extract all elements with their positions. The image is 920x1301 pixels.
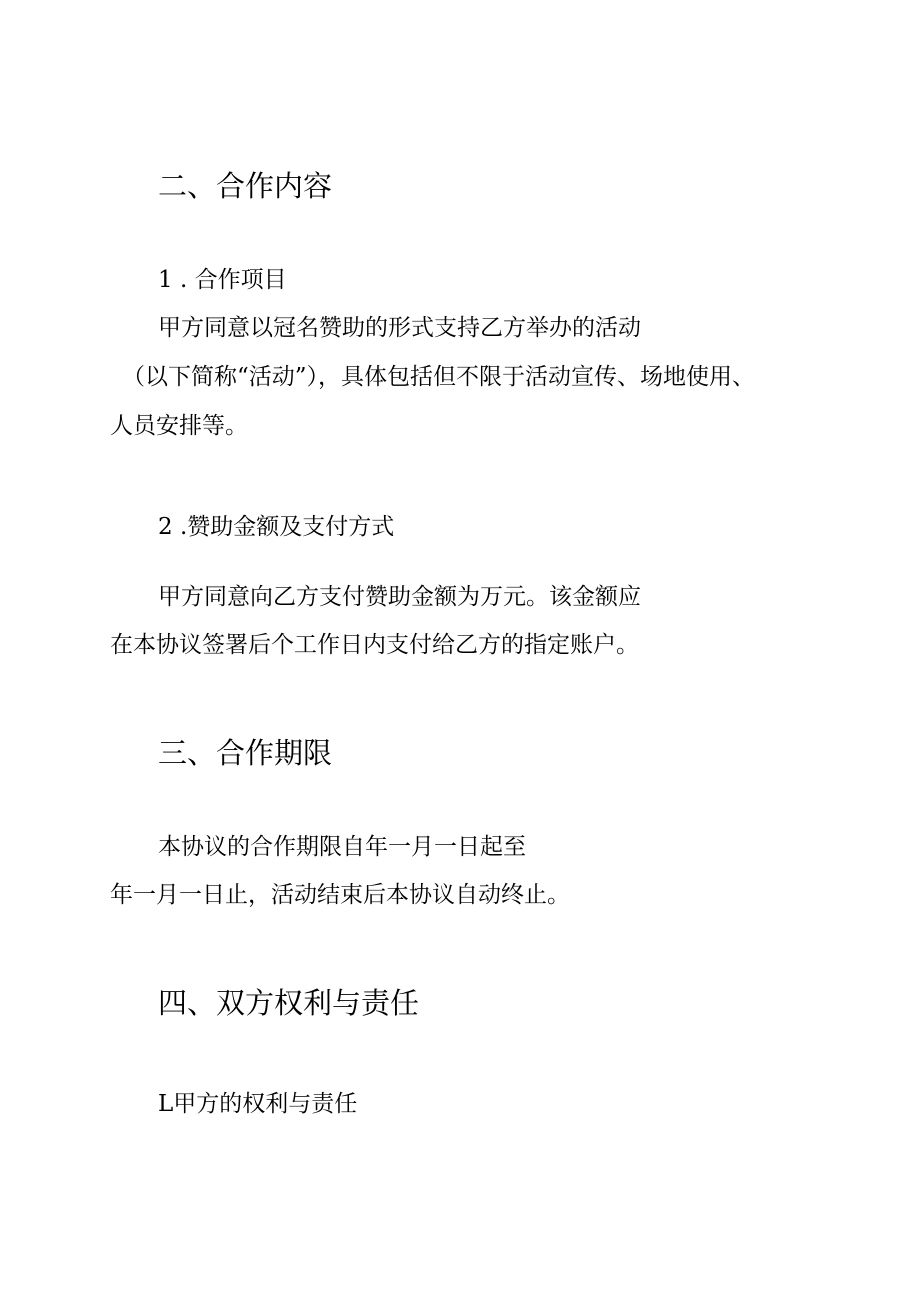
item-title-party-a-rights: L甲方的权利与责任 bbox=[158, 1091, 358, 1117]
paragraph-line: 人员安排等。 bbox=[110, 413, 248, 439]
paragraph-line: 本协议的合作期限自年一月一日起至 bbox=[158, 834, 526, 860]
section-heading-cooperation-content: 二、合作内容 bbox=[158, 169, 333, 203]
section-heading-cooperation-term: 三、合作期限 bbox=[158, 736, 333, 770]
paragraph-line: 甲方同意以冠名赞助的形式支持乙方举办的活动 bbox=[158, 315, 641, 341]
item-title-sponsorship-amount: 2 .赞助金额及支付方式 bbox=[158, 514, 395, 540]
paragraph-line: 年一月一日止，活动结束后本协议自动终止。 bbox=[110, 882, 570, 908]
item-title-cooperation-project: 1 . 合作项目 bbox=[158, 267, 287, 293]
section-heading-rights-responsibilities: 四、双方权利与责任 bbox=[158, 986, 420, 1020]
paragraph-line: （以下简称“活动”），具体包括但不限于活动宣传、场地使用、 bbox=[122, 364, 756, 390]
paragraph-line: 甲方同意向乙方支付赞助金额为万元。该金额应 bbox=[158, 584, 641, 610]
paragraph-line: 在本协议签署后个工作日内支付给乙方的指定账户。 bbox=[110, 632, 639, 658]
